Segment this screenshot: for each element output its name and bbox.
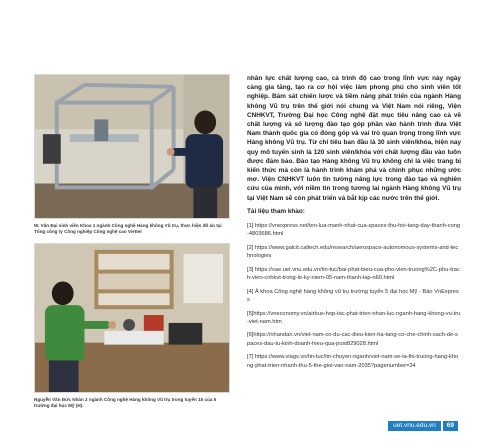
reference-item[interactable]: [6]https://nhandan.vn/viet-nam-co-du-cac-dieu-kien-ha-tang-co-che-chinh-sach-de-spaces-dau-tu-kinh-doanh-hieu-qua-post829028.html	[247, 332, 458, 347]
page-number: 69	[443, 421, 458, 431]
reference-item[interactable]: [2] https://www.galcit.caltech.edu/research/aerospace-autonomous-systems-and-technologies	[247, 244, 459, 260]
page-footer	[388, 421, 458, 431]
reference-list	[247, 222, 461, 375]
article-body-paragraph: nhân lực chất lượng cao, cả trình độ cao trong lĩnh vực này ngày càng gia tăng, tạo ra cơ hội việc làm phong phú cho sinh viên tốt nghiệp. Bám sát chiến lược và tiềm năng phát triển của ngành Hàng không Vũ trụ trên thế giới nói chung và Việt Nam nói riêng, Viện CNHKVT, Trường Đại học Công nghệ đặt mục tiêu nâng cao cả về chất lượng và số lượng đào tạo góp phần vào hành trình đưa Việt Nam thành quốc gia có đóng góp và vai trò quan trọng trong lĩnh vực Hàng không Vũ trụ. Từ chỉ tiêu ban đầu là 30 sinh viên/khóa, hiện nay quy mô tuyển sinh là 120 sinh viên/khóa với chất lượng đầu vào luôn được đảm bảo. Đào tạo Hàng không Vũ trụ không chỉ là việc trang bị kiến thức mà còn là hành trình khám phá và chinh phục những ước mơ. Viện CNHKVT luôn tin tưởng nâng lực trong đào tạo và nghiên cứu của mình, với niềm tin trong tương lai ngành Hàng không Vũ trụ tại Việt Nam sẽ còn phát triển và bắt kịp các nước trên thế giới.	[247, 75, 461, 202]
photo-student-workbench	[34, 243, 230, 393]
reference-item[interactable]: [1] https://vnexpress.net/ten-lua-manh-nhat-cua-spacex-thu-hoi-tang-day-thanh-cong-4803686.html	[247, 223, 461, 238]
photo-caption: W. Văn Đại sinh viên Khoa 1 ngành Công nghệ Hàng không Vũ trụ, thực hiện đồ án tại Tổng công ty Công nghiệp Công nghệ cao Viettel	[34, 223, 222, 234]
references-title: Tài liệu tham khảo:	[247, 208, 305, 215]
reference-item[interactable]: [4] Ả khoa Công nghệ hàng không vũ trụ trường tuyển 5 đại học Mỹ - Báo VnExpress	[247, 288, 459, 303]
reference-item[interactable]: [3] https://sae.uet.vnu.edu.vn/tin-tuc/bai-phat-bieu-cua-pho-vien-truong%2C-phu-trach-vien-cnhkvt-trong-le-ky-niem-05-nam-thanh-lap-n60.html	[247, 266, 460, 282]
footer-url[interactable]: uet.vnu.edu.vn	[388, 421, 441, 431]
reference-item[interactable]: [5]https://vneconomy.vn/airbus-hop-tac-phat-trien-nhan-luc-nganh-hang-khong-vu-tru-viet-nam.htm	[247, 310, 461, 325]
reference-item[interactable]: [7] https://www.viags.vn/tin-tuc/tin-chuyen-nganh/viet-nam-se-la-thi-truong-hang-khong-phat-trien-nhanh-thu-5-the-gioi-vao-nam-2035?pagenumber=34	[247, 354, 459, 369]
photo-student-machine	[34, 74, 230, 219]
photo-caption: Nguyễn Văn Đức Nhân 2 ngành Công nghệ Hàng không Vũ trụ trong tuyển 15 của 5 trường đại học Mỹ (H).	[34, 397, 217, 408]
